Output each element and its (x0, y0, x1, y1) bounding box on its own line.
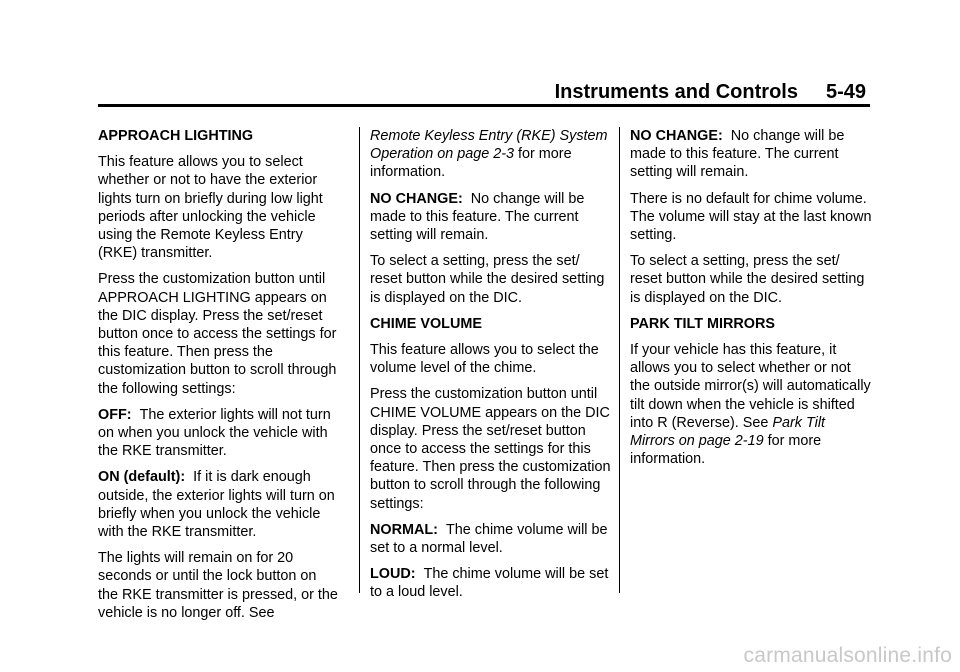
page-number: 5-49 (825, 81, 866, 103)
header-rule (98, 104, 870, 107)
setting-term: NO CHANGE: (370, 190, 463, 207)
cross-reference (370, 127, 612, 182)
setting-term: LOUD: (370, 566, 416, 583)
xref-link-park-tilt[interactable]: Park Tilt Mirrors on page 2-19 (630, 414, 826, 450)
paragraph: To select a setting, press the set/ reset button while the desired setting is displayed on the DIC. (630, 253, 865, 306)
heading-approach-lighting: APPROACH LIGHTING (98, 128, 254, 144)
setting-term: NO CHANGE: (630, 128, 723, 144)
setting-on-default (98, 468, 340, 541)
section-title: Instruments and Controls (554, 81, 798, 103)
paragraph: Press the customization button until CHIME VOLUME appears on the DIC display. Press the set/reset button once to access the settings for this feature. Then press the customization button to scroll through the following settings: (370, 386, 611, 512)
setting-no-change (630, 127, 872, 182)
setting-normal (370, 521, 612, 557)
setting-text: The chime volume will be set to a loud level. (370, 566, 609, 601)
heading-park-tilt-mirrors: PARK TILT MIRRORS (630, 315, 775, 332)
xref-link-rke[interactable]: Remote Keyless Entry (RKE) System Operation on page 2-3 (370, 128, 608, 163)
paragraph: Press the customization button until APPROACH LIGHTING appears on the DIC display. Press the set/reset button once to access the settings for this feature. Then press the customization button to scroll through the following settings: (98, 271, 337, 397)
setting-off (98, 406, 340, 461)
paragraph: This feature allows you to select the volume level of the chime. (370, 342, 599, 377)
watermark: carmanualsonline.info (743, 644, 952, 667)
setting-text: The exterior lights will not turn on when you unlock the vehicle with the RKE transmitter. (98, 406, 331, 460)
paragraph: There is no default for chime volume. The volume will stay at the last known setting. (630, 190, 872, 244)
xref-tail: for more information. (370, 146, 572, 181)
paragraph-park (630, 341, 872, 468)
setting-text: If it is dark enough outside, the exterior lights will turn on briefly when you unlock the vehicle with the RKE transmitter. (98, 469, 335, 541)
column-3 (630, 127, 872, 476)
column-1 (98, 127, 340, 630)
setting-term: OFF: (98, 406, 132, 423)
setting-text: The chime volume will be set to a normal level. (370, 521, 608, 557)
page-header (98, 80, 866, 104)
setting-no-change (370, 190, 612, 245)
column-2 (370, 127, 612, 610)
heading-chime-volume: CHIME VOLUME (370, 315, 482, 332)
setting-loud (370, 565, 612, 601)
column-divider (359, 127, 360, 593)
xref-tail: for more information. (630, 433, 822, 468)
paragraph: To select a setting, press the set/ reset button while the desired setting is displayed on the DIC. (370, 253, 605, 306)
paragraph: The lights will remain on for 20 seconds or until the lock button on the RKE transmitter is pressed, or the vehicle is no longer off. See (98, 550, 338, 621)
setting-text: No change will be made to this feature. The current setting will remain. (630, 128, 845, 181)
column-divider (619, 127, 620, 593)
setting-text: No change will be made to this feature. The current setting will remain. (370, 190, 585, 244)
paragraph: This feature allows you to select whether or not to have the exterior lights turn on briefly during low light periods after unlocking the vehicle using the Remote Keyless Entry (RKE) transmitter. (98, 154, 323, 262)
setting-term: ON (default): (98, 469, 186, 486)
paragraph-text: If your vehicle has this feature, it allows you to select whether or not the outside mirror(s) will automatically tilt down when the vehicle is shifted into R (Reverse). See (630, 342, 871, 431)
setting-term: NORMAL: (370, 521, 438, 538)
